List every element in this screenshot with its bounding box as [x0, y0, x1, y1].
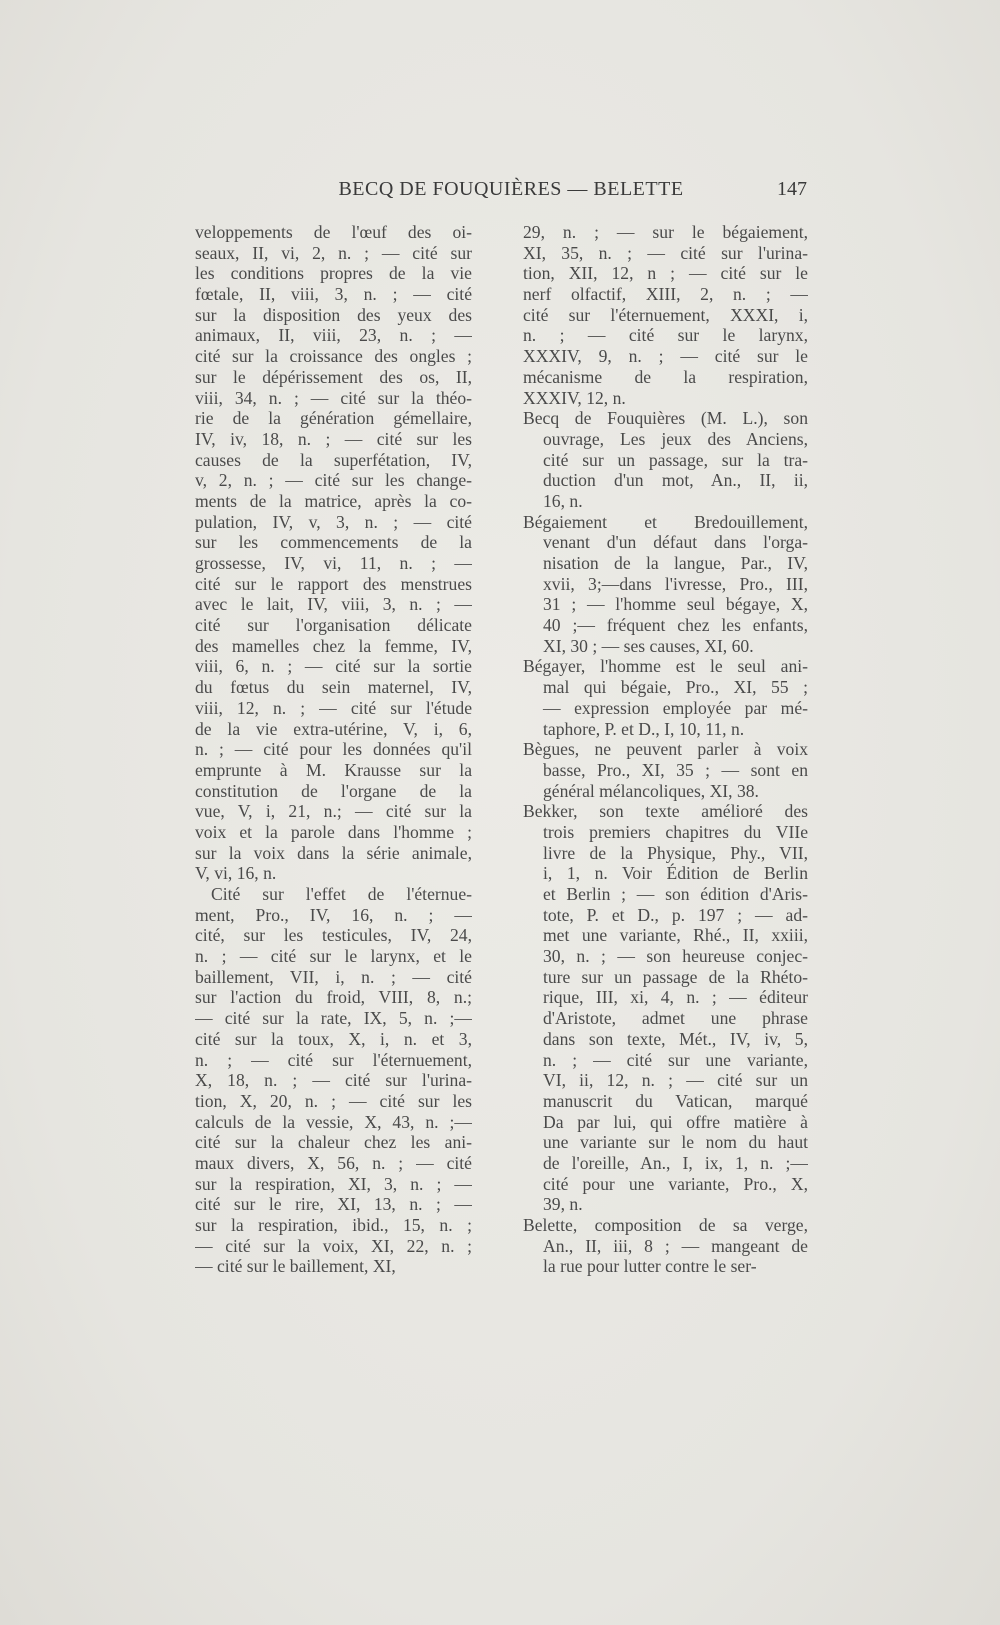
text-line: Bekker, son texte amélioré des: [523, 801, 808, 822]
text-line: tion, X, 20, n. ; — cité sur les: [195, 1090, 472, 1111]
text-line: Cité sur l'effet de l'éternue-: [211, 884, 472, 904]
text-line: livre de la Physique, Phy., VII,: [543, 842, 808, 863]
text-line: et Berlin ; — son édition d'Aris-: [543, 884, 808, 904]
text-line: n. ; — cité sur l'éternuement,: [195, 1049, 472, 1070]
text-line: X, 18, n. ; — cité sur l'urina-: [195, 1070, 472, 1091]
text-line: VI, ii, 12, n. ; — cité sur un: [543, 1070, 808, 1091]
text-line: pulation, IV, v, 3, n. ; — cité: [195, 511, 472, 532]
text-line: d'Aristote, admet une phrase: [543, 1008, 808, 1029]
text-line: xvii, 3;—dans l'ivresse, Pro., III,: [543, 573, 808, 594]
text-line: ments de la matrice, après la co-: [195, 490, 472, 511]
text-line: avec le lait, IV, viii, 3, n. ; —: [195, 594, 472, 615]
text-line: met une variante, Rhé., II, xxiii,: [543, 925, 808, 946]
text-line: v, 2, n. ; — cité sur les change-: [195, 470, 472, 491]
text-line: sur l'action du froid, VIII, 8, n.;: [195, 987, 472, 1008]
text-line: tion, XII, 12, n ; — cité sur le: [523, 263, 808, 284]
text-line: 30, n. ; — son heureuse conjec-: [543, 946, 808, 967]
text-line: la rue pour lutter contre le ser-: [543, 1256, 757, 1277]
text-line: — cité sur le baillement, XI,: [195, 1256, 396, 1277]
text-line: 40 ;— fréquent chez les enfants,: [543, 615, 808, 636]
text-line: seaux, II, vi, 2, n. ; — cité sur: [195, 242, 472, 263]
text-line: venant d'un défaut dans l'orga-: [543, 532, 808, 553]
text-line: cité pour une variante, Pro., X,: [543, 1173, 808, 1194]
text-line: viii, 34, n. ; — cité sur la théo-: [195, 387, 472, 408]
text-line: 29, n. ; — sur le bégaiement,: [523, 222, 808, 242]
text-line: tote, P. et D., p. 197 ; — ad-: [543, 904, 808, 925]
text-line: Bégaiement et Bredouillement,: [523, 511, 808, 532]
text-line: les conditions propres de la vie: [195, 263, 472, 284]
text-line: ture sur un passage de la Rhéto-: [543, 966, 808, 987]
text-line: veloppements de l'œuf des oi-: [195, 222, 472, 242]
text-line: vue, V, i, 21, n.; — cité sur la: [195, 801, 472, 822]
text-line: général mélancoliques, XI, 38.: [543, 780, 759, 801]
text-line: cité sur la chaleur chez les ani-: [195, 1132, 472, 1153]
text-line: animaux, II, viii, 23, n. ; —: [195, 325, 472, 346]
text-line: des mamelles chez la femme, IV,: [195, 635, 472, 656]
text-line: ouvrage, Les jeux des Anciens,: [543, 428, 808, 449]
text-line: dans son texte, Mét., IV, iv, 5,: [543, 1028, 808, 1049]
text-line: causes de la superfétation, IV,: [195, 449, 472, 470]
text-line: XI, 30 ; — ses causes, XI, 60.: [543, 635, 754, 656]
text-line: — expression employée par mé-: [543, 697, 808, 718]
text-line: XXXIV, 9, n. ; — cité sur le: [523, 346, 808, 367]
text-line: cité, sur les testicules, IV, 24,: [195, 925, 472, 946]
text-line: 31 ; — l'homme seul bégaye, X,: [543, 594, 808, 615]
text-line: de l'oreille, An., I, ix, 1, n. ;—: [543, 1152, 808, 1173]
text-line: cité sur la toux, X, i, n. et 3,: [195, 1028, 472, 1049]
text-line: sur la disposition des yeux des: [195, 304, 472, 325]
text-line: XXXIV, 12, n.: [523, 387, 626, 408]
running-title: BECQ DE FOUQUIÈRES — BELETTE: [338, 178, 684, 200]
text-line: manuscrit du Vatican, marqué: [543, 1090, 808, 1111]
text-line: Bégayer, l'homme est le seul ani-: [523, 656, 808, 677]
text-line: n. ; — cité pour les données qu'il: [195, 739, 472, 760]
text-line: grossesse, IV, vi, 11, n. ; —: [195, 553, 472, 573]
text-line: An., II, iii, 8 ; — mangeant de: [543, 1235, 808, 1256]
text-line: IV, iv, 18, n. ; — cité sur les: [195, 428, 472, 449]
text-line: cité sur la croissance des ongles ;: [195, 346, 472, 367]
text-line: baillement, VII, i, n. ; — cité: [195, 966, 472, 987]
text-line: mal qui bégaie, Pro., XI, 55 ;: [543, 677, 808, 698]
text-line: cité sur le rapport des menstrues: [195, 573, 472, 594]
text-line: fœtale, II, viii, 3, n. ; — cité: [195, 284, 472, 305]
text-line: calculs de la vessie, X, 43, n. ;—: [195, 1111, 472, 1132]
text-line: mécanisme de la respiration,: [523, 366, 808, 387]
text-line: rie de la génération gémellaire,: [195, 408, 472, 429]
text-line: sur la respiration, ibid., 15, n. ;: [195, 1215, 472, 1235]
text-line: cité sur l'éternuement, XXXI, i,: [523, 304, 808, 325]
text-line: viii, 12, n. ; — cité sur l'étude: [195, 697, 472, 718]
text-line: constitution de l'organe de la: [195, 780, 472, 801]
text-line: sur le dépérissement des os, II,: [195, 366, 472, 387]
text-line: sur la respiration, XI, 3, n. ; —: [195, 1173, 472, 1194]
text-line: i, 1, n. Voir Édition de Berlin: [543, 863, 808, 884]
text-line: sur les commencements de la: [195, 532, 472, 553]
text-line: voix et la parole dans l'homme ;: [195, 821, 472, 842]
text-line: de la vie extra-utérine, V, i, 6,: [195, 718, 472, 739]
text-line: cité sur le rire, XI, 13, n. ; —: [195, 1194, 472, 1215]
text-line: cité sur l'organisation délicate: [195, 615, 472, 636]
text-line: 16, n.: [543, 490, 583, 511]
text-line: nerf olfactif, XIII, 2, n. ; —: [523, 284, 808, 305]
text-line: Da par lui, qui offre matière à: [543, 1111, 808, 1132]
text-line: rique, III, xi, 4, n. ; — éditeur: [543, 987, 808, 1008]
text-line: n. ; — cité sur le larynx, et le: [195, 946, 472, 967]
right-column: [523, 222, 808, 1277]
text-line: nisation de la langue, Par., IV,: [543, 553, 808, 573]
text-line: n. ; — cité sur une variante,: [543, 1049, 808, 1070]
text-line: une variante sur le nom du haut: [543, 1132, 808, 1153]
running-header: [195, 178, 807, 208]
text-line: viii, 6, n. ; — cité sur la sortie: [195, 656, 472, 677]
text-line: cité sur un passage, sur la tra-: [543, 449, 808, 470]
text-line: — cité sur la voix, XI, 22, n. ;: [195, 1235, 472, 1256]
text-line: Becq de Fouquières (M. L.), son: [523, 408, 808, 429]
text-line: duction d'un mot, An., II, ii,: [543, 470, 808, 491]
text-line: taphore, P. et D., I, 10, 11, n.: [543, 718, 745, 739]
text-line: maux divers, X, 56, n. ; — cité: [195, 1152, 472, 1173]
text-line: Belette, composition de sa verge,: [523, 1215, 808, 1235]
text-line: 39, n.: [543, 1194, 583, 1215]
text-line: V, vi, 16, n.: [195, 863, 277, 884]
left-column: [195, 222, 472, 1277]
text-line: XI, 35, n. ; — cité sur l'urina-: [523, 242, 808, 263]
text-line: basse, Pro., XI, 35 ; — sont en: [543, 759, 808, 780]
text-line: Bègues, ne peuvent parler à voix: [523, 739, 808, 760]
text-line: du fœtus du sein maternel, IV,: [195, 677, 472, 698]
text-line: n. ; — cité sur le larynx,: [523, 325, 808, 346]
text-line: trois premiers chapitres du VIIe: [543, 821, 808, 842]
text-line: ment, Pro., IV, 16, n. ; —: [195, 904, 472, 925]
text-line: — cité sur la rate, IX, 5, n. ;—: [195, 1008, 472, 1029]
page-number: 147: [777, 178, 807, 200]
text-line: emprunte à M. Krausse sur la: [195, 759, 472, 780]
text-line: sur la voix dans la série animale,: [195, 842, 472, 863]
